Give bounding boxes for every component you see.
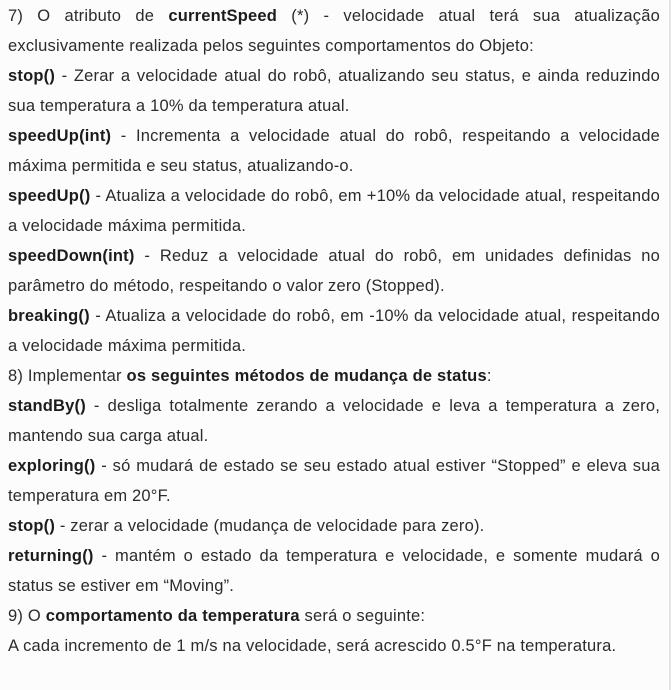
paragraph [8,541,660,601]
paragraph [8,181,660,241]
bold-term: os seguintes métodos de mudança de status [126,367,487,385]
text-segment: 8) Implementar [8,367,127,385]
paragraph [8,1,660,61]
text-segment: - desliga totalmente zerando a velocidade e leva a temperatura a zero, mantendo sua carga atual. [8,397,660,445]
bold-term: stop() [8,67,56,85]
text-segment: - Zerar a velocidade atual do robô, atualizando seu status, e ainda reduzindo sua temperatura a 10% da temperatura atual. [8,67,660,115]
bold-term: comportamento da temperatura [45,607,300,625]
paragraph [8,511,660,541]
text-segment: (*) - velocidade atual terá sua atualização exclusivamente realizada pelos seguintes comportamentos do Objeto: [8,7,660,55]
text-segment: - zerar a velocidade (mudança de velocidade para zero). [55,517,485,535]
text-segment: : [486,367,492,385]
bold-term: stop() [8,517,56,535]
text-segment: - Reduz a velocidade atual do robô, em unidades definidas no parâmetro do método, respeitando o valor zero (Stopped). [8,247,660,295]
text-segment: - Atualiza a velocidade do robô, em -10% da velocidade atual, respeitando a velocidade máxima permitida. [8,307,660,355]
bold-term: currentSpeed [168,7,278,25]
text-segment: 9) O [8,607,46,625]
bold-term: exploring() [8,457,96,475]
paragraph [8,301,660,361]
paragraph [8,61,660,121]
paragraph [8,361,660,391]
bold-term: standBy() [8,397,86,415]
paragraph [8,241,660,301]
text-segment: A cada incremento de 1 m/s na velocidade, será acrescido 0.5°F na temperatura. [8,637,617,655]
bold-term: speedUp() [8,187,91,205]
paragraph [8,631,660,661]
text-segment: - mantém o estado da temperatura e velocidade, e somente mudará o status se estiver em “Moving”. [8,547,660,595]
bold-term: speedUp(int) [8,127,112,145]
text-segment: - Incrementa a velocidade atual do robô, respeitando a velocidade máxima permitida e seu status, atualizando-o. [8,127,660,175]
paragraph [8,601,660,631]
paragraph [8,451,660,511]
bold-term: breaking() [8,307,90,325]
text-segment: 7) O atributo de [8,7,169,25]
text-segment: será o seguinte: [299,607,426,625]
text-segment: - Atualiza a velocidade do robô, em +10% da velocidade atual, respeitando a velocidade máxima permitida. [8,187,660,235]
paragraph [8,121,660,181]
text-segment: - só mudará de estado se seu estado atual estiver “Stopped” e eleva sua temperatura em 20°F. [8,457,660,505]
bold-term: speedDown(int) [8,247,135,265]
bold-term: returning() [8,547,94,565]
paragraph [8,391,660,451]
document-content [8,1,660,661]
